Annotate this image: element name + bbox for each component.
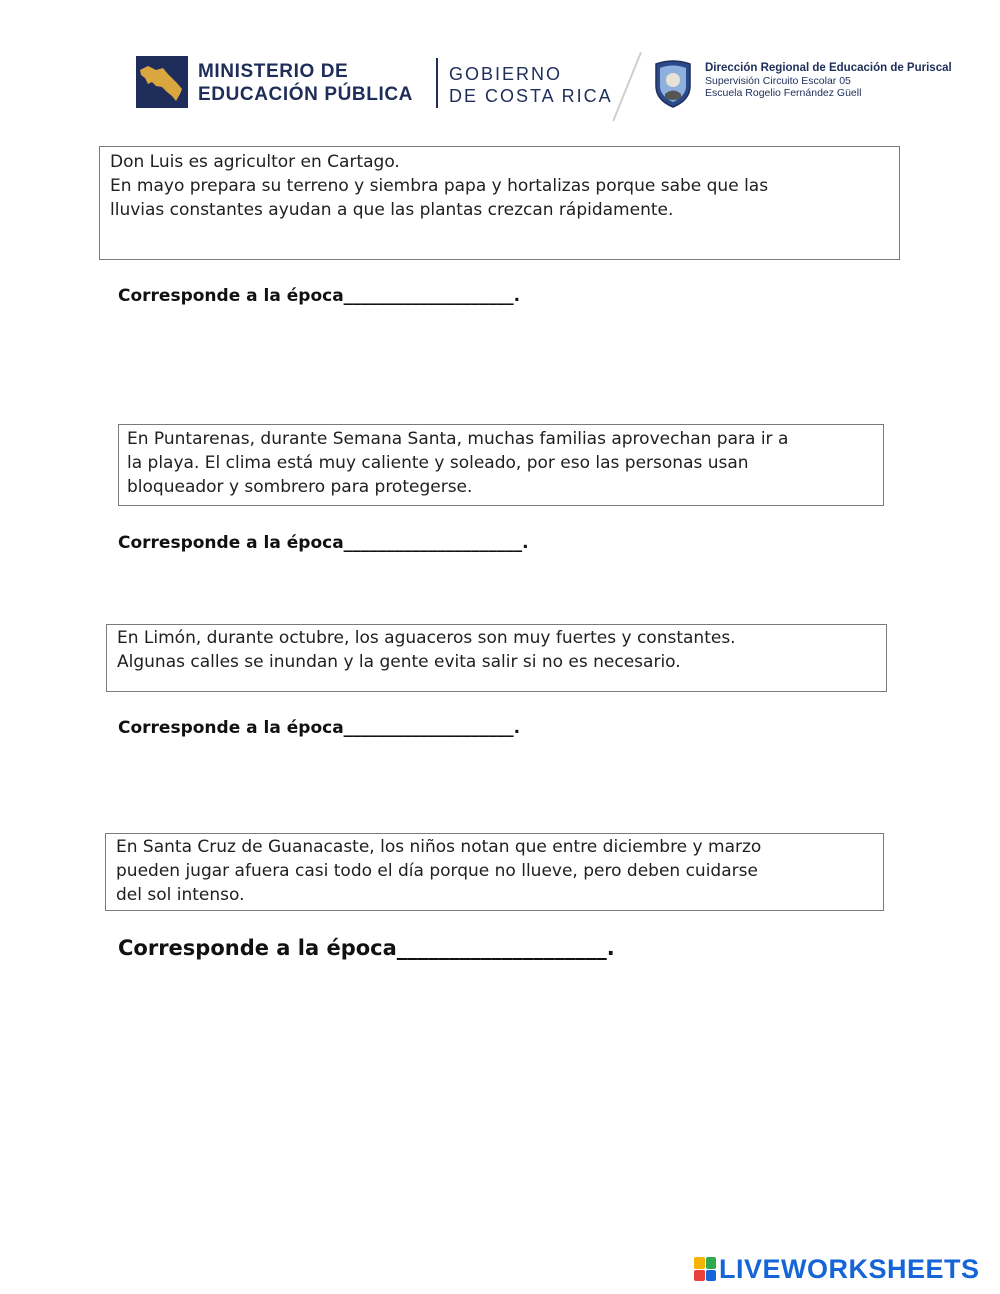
ministry-name	[198, 60, 413, 106]
answer-prompt-2[interactable]: Corresponde a la época_____________________.	[118, 533, 529, 553]
header-slash-divider	[612, 52, 642, 121]
reading-box-1	[99, 146, 900, 260]
regional-subtitle-2: Escuela Rogelio Fernández Güell	[705, 87, 862, 99]
reading-line: bloqueador y sombrero para protegerse.	[127, 477, 473, 497]
reading-line: Don Luis es agricultor en Cartago.	[110, 152, 400, 172]
answer-prompt-3[interactable]: Corresponde a la época____________________.	[118, 718, 521, 738]
answer-prompt-1[interactable]: Corresponde a la época____________________.	[118, 286, 521, 306]
regional-title: Dirección Regional de Educación de Puriscal	[705, 62, 952, 74]
government-name	[449, 63, 613, 107]
reading-line: En mayo prepara su terreno y siembra papa y hortalizas porque sabe que las	[110, 176, 769, 196]
reading-box-3	[106, 624, 887, 692]
reading-line: del sol intenso.	[116, 885, 245, 905]
liveworksheets-logo[interactable]	[694, 1254, 980, 1284]
liveworksheets-icon	[694, 1257, 716, 1281]
reading-line: En Limón, durante octubre, los aguaceros son muy fuertes y constantes.	[117, 628, 736, 648]
regional-subtitle-1: Supervisión Circuito Escolar 05	[705, 75, 851, 87]
mep-logo	[136, 56, 188, 108]
reading-line: pueden jugar afuera casi todo el día porque no llueve, pero deben cuidarse	[116, 861, 758, 881]
reading-line: En Puntarenas, durante Semana Santa, muchas familias aprovechan para ir a	[127, 429, 789, 449]
liveworksheets-brand: LIVEWORKSHEETS	[719, 1253, 980, 1284]
school-crest-icon	[654, 60, 692, 108]
ministry-line-2: EDUCACIÓN PÚBLICA	[198, 84, 413, 105]
reading-line: En Santa Cruz de Guanacaste, los niños notan que entre diciembre y marzo	[116, 837, 762, 857]
government-line-1: GOBIERNO	[449, 64, 563, 84]
reading-line: lluvias constantes ayudan a que las plantas crezcan rápidamente.	[110, 200, 674, 220]
reading-line: la playa. El clima está muy caliente y soleado, por eso las personas usan	[127, 453, 749, 473]
government-line-2: DE COSTA RICA	[449, 86, 613, 106]
reading-box-4	[105, 833, 884, 911]
header-divider	[436, 58, 438, 108]
reading-box-2	[118, 424, 884, 506]
answer-prompt-4[interactable]: Corresponde a la época____________________.	[118, 936, 615, 960]
costa-rica-map-icon	[136, 56, 188, 108]
ministry-line-1: MINISTERIO DE	[198, 61, 349, 82]
reading-line: Algunas calles se inundan y la gente evita salir si no es necesario.	[117, 652, 681, 672]
regional-office-info	[705, 62, 952, 99]
